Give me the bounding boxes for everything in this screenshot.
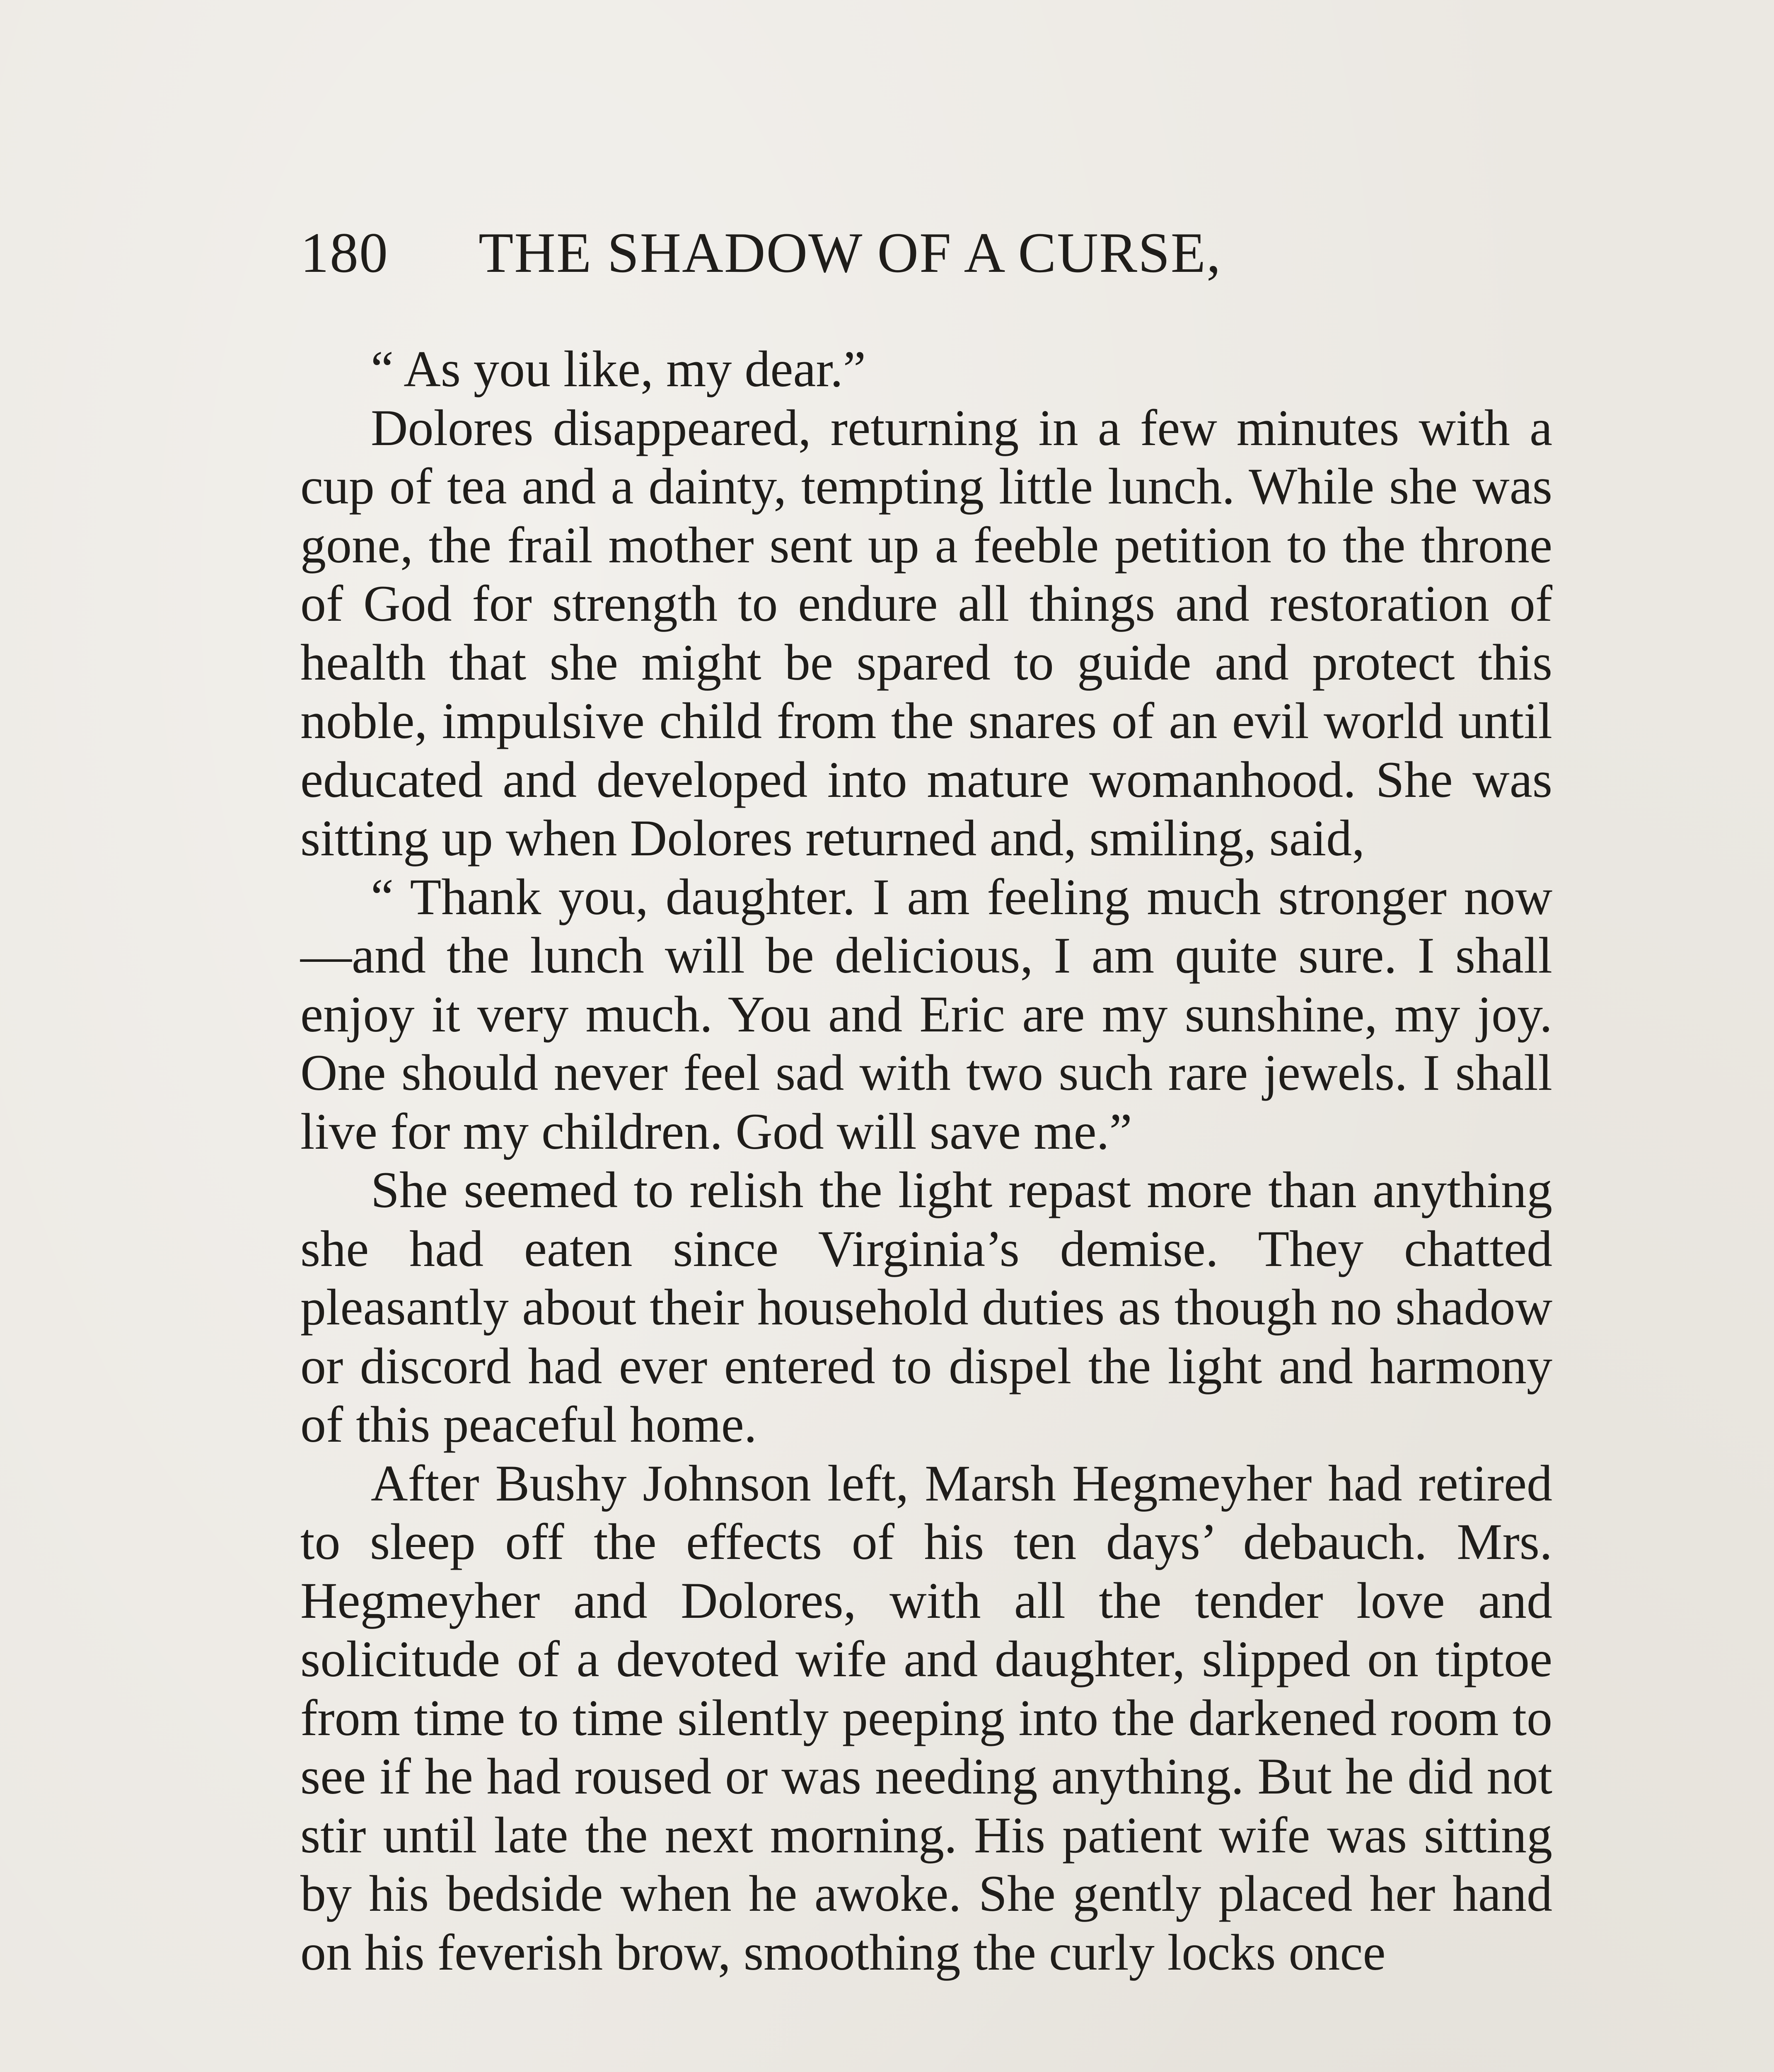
paragraph-5: After Bushy Johnson left, Marsh Hegmeyher had retired to sleep off the effects of his ten days’ debauch. Mrs. Hegmeyher and Dolores, with all the tender love and solicitude of a devoted wife and daughter, slipped on tiptoe from time to time silently peeping into the darkened room to see if he had roused or was needing anything. But he did not stir until late the next morning. His patient wife was sitting by his bedside when he awoke. She gently placed her hand on his feverish brow, smoothing the curly locks once	[300, 1455, 1552, 1981]
page-header	[300, 215, 1543, 290]
paragraph-1: “ As you like, my dear.”	[371, 341, 866, 397]
paragraph-3: “ Thank you, daughter. I am feeling much stronger now—and the lunch will be delicious, I am quite sure. I shall enjoy it very much. You and Eric are my sunshine, my joy. One should never feel sad with two such rare jewels. I shall live for my children. God will save me.”	[300, 868, 1552, 1160]
body-text	[300, 340, 1552, 1982]
paragraph-2: Dolores disappeared, returning in a few minutes with a cup of tea and a dainty, tempting little lunch. While she was gone, the frail mother sent up a feeble petition to the throne of God for strength to endure all things and restoration of health that she might be spared to guide and protect this noble, impulsive child from the snares of an evil world until educated and developed into mature womanhood. She was sitting up when Dolores returned and, smiling, said,	[300, 399, 1552, 867]
paragraph-4: She seemed to relish the light repast more than anything she had eaten since Virginia’s demise. They chatted pleasantly about their household duties as though no shadow or discord had ever entered to dispel the light and harmony of this peaceful home.	[300, 1162, 1552, 1453]
page-number: 180	[300, 221, 389, 284]
running-head: THE SHADOW OF A CURSE,	[479, 221, 1222, 284]
